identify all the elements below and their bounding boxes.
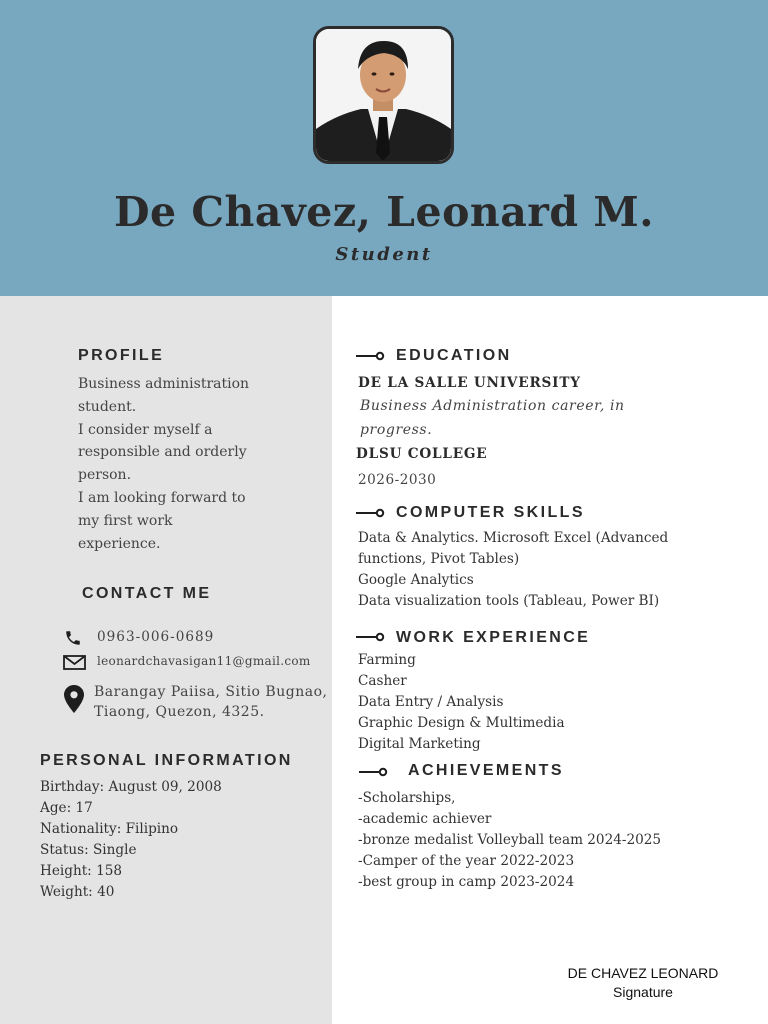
- career-line: Business Administration career, in: [360, 398, 625, 414]
- skills-item: Data visualization tools (Tableau, Power BI): [358, 593, 660, 609]
- personal-info-list: [40, 777, 222, 903]
- contact-heading: CONTACT ME: [82, 585, 212, 602]
- work-bullet-icon: [356, 632, 386, 642]
- personal-info-item: Weight: 40: [40, 884, 115, 900]
- achievements-list: [358, 788, 661, 893]
- personal-info-item: Status: Single: [40, 842, 137, 858]
- profile-line: my first work: [78, 512, 173, 529]
- work-heading: WORK EXPERIENCE: [396, 629, 591, 646]
- skills-bullet-icon: [356, 508, 386, 518]
- achievement-item: -academic achiever: [358, 811, 492, 827]
- achievement-item: -best group in camp 2023-2024: [358, 874, 575, 890]
- profile-photo: [313, 26, 454, 164]
- profile-line: student.: [78, 398, 137, 415]
- personal-info-item: Nationality: Filipino: [40, 821, 179, 837]
- work-item: Data Entry / Analysis: [358, 694, 504, 710]
- college-name: DLSU COLLEGE: [356, 446, 488, 462]
- mail-icon: [63, 655, 86, 670]
- achievement-item: -Scholarships,: [358, 790, 456, 806]
- achievement-item: -bronze medalist Volleyball team 2024-2025: [358, 832, 662, 848]
- skills-item: Data & Analytics. Microsoft Excel (Advanced: [358, 530, 669, 546]
- work-item: Casher: [358, 673, 407, 689]
- address-line: Tiaong, Quezon, 4325.: [94, 704, 265, 720]
- signature-label: Signature: [613, 984, 673, 1000]
- personal-info-heading: PERSONAL INFORMATION: [40, 752, 293, 769]
- profile-line: Business administration: [78, 376, 250, 392]
- achievements-heading: ACHIEVEMENTS: [408, 762, 564, 779]
- profile-line: responsible and orderly: [78, 444, 247, 461]
- personal-info-item: Age: 17: [40, 800, 93, 816]
- education-heading: EDUCATION: [396, 347, 512, 364]
- person-role: Student: [335, 244, 433, 265]
- career-text: [360, 394, 625, 442]
- profile-text: [78, 373, 249, 555]
- skills-item: functions, Pivot Tables): [358, 551, 520, 567]
- phone-number: 0963-006-0689: [97, 629, 215, 645]
- career-line: progress.: [360, 422, 433, 438]
- portrait-image: [316, 29, 451, 161]
- profile-line: I consider myself a: [78, 421, 213, 438]
- skills-list: [358, 528, 668, 612]
- work-item: Digital Marketing: [358, 736, 481, 752]
- phone-icon: [64, 629, 82, 647]
- signature-name: DE CHAVEZ LEONARD: [567, 965, 719, 981]
- school-name: DE LA SALLE UNIVERSITY: [358, 375, 581, 391]
- skills-item: Google Analytics: [358, 572, 474, 588]
- work-item: Graphic Design & Multimedia: [358, 715, 565, 731]
- work-item: Farming: [358, 652, 416, 668]
- skills-heading: COMPUTER SKILLS: [396, 504, 585, 521]
- personal-info-item: Birthday: August 09, 2008: [40, 779, 222, 795]
- achievements-bullet-icon: [359, 767, 389, 777]
- work-list: [358, 650, 565, 755]
- profile-line: person.: [78, 467, 132, 484]
- profile-line: experience.: [78, 535, 161, 552]
- education-years: 2026-2030: [358, 472, 437, 488]
- person-name: De Chavez, Leonard M.: [114, 188, 654, 236]
- email-address: leonardchavasigan11@gmail.com: [97, 654, 311, 668]
- address-line: Barangay Paiisa, Sitio Bugnao,: [94, 684, 328, 700]
- education-bullet-icon: [356, 351, 386, 361]
- location-pin-icon: [64, 685, 84, 713]
- achievement-item: -Camper of the year 2022-2023: [358, 853, 575, 869]
- address: [94, 682, 327, 722]
- profile-line: I am looking forward to: [78, 489, 246, 506]
- profile-heading: PROFILE: [78, 347, 165, 364]
- personal-info-item: Height: 158: [40, 863, 123, 879]
